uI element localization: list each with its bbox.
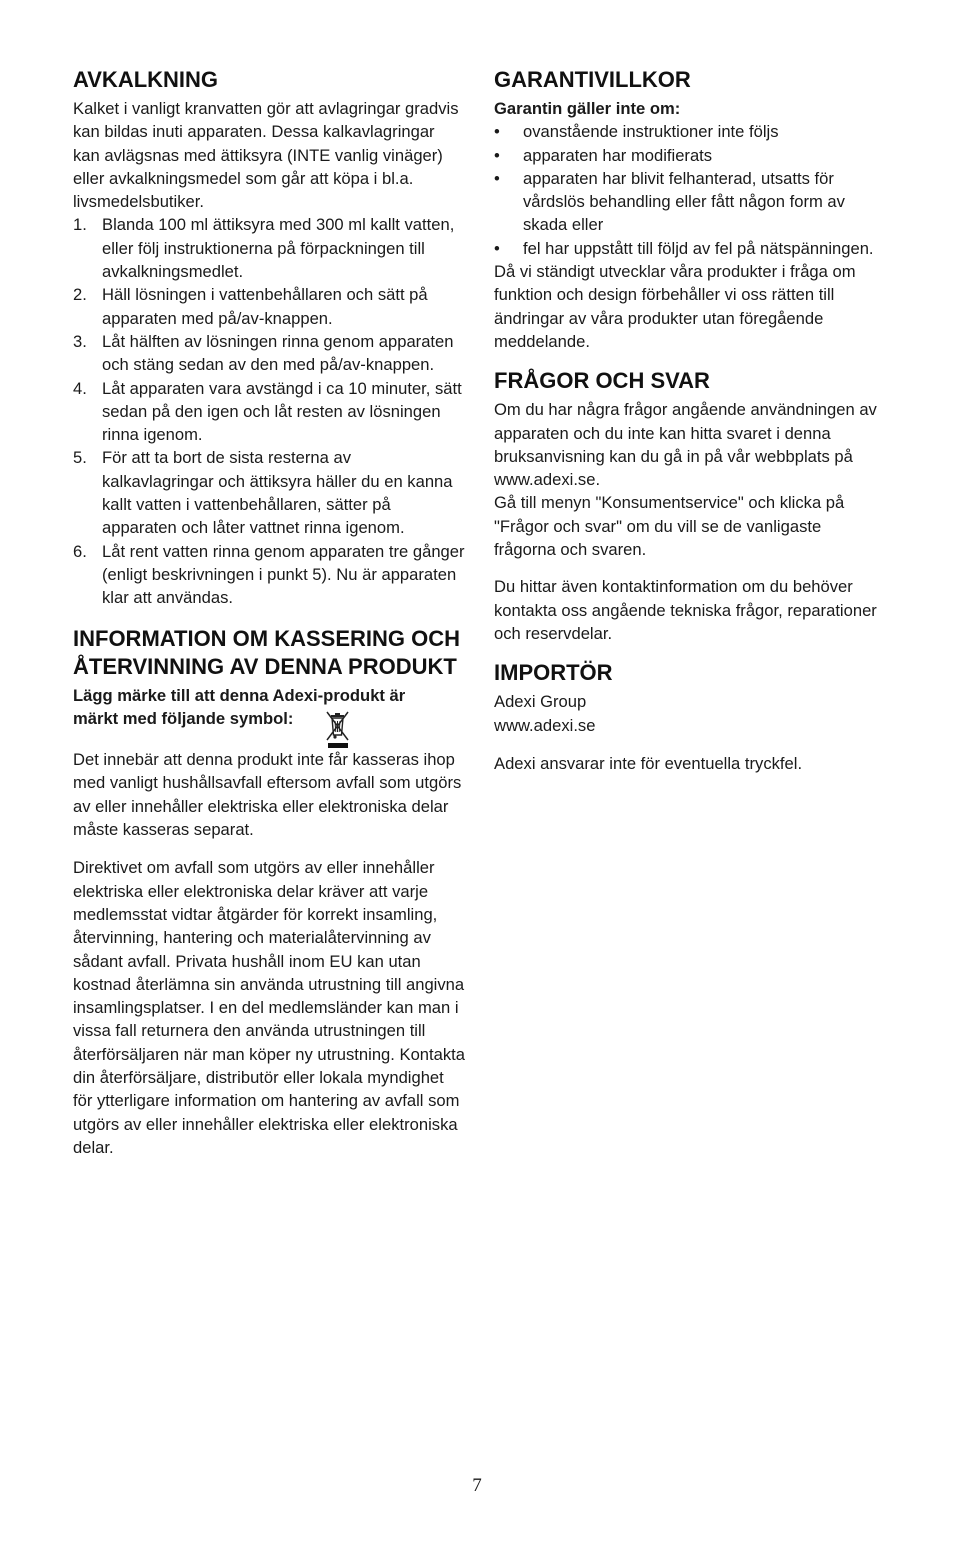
kassering-heading: INFORMATION OM KASSERING OCH ÅTERVINNING AV DENNA PRODUKT [73, 625, 461, 679]
step-text: Blanda 100 ml ättiksyra med 300 ml kallt vatten, eller följ instruktionerna på förpackningen till avkalkningsmedlet. [102, 215, 455, 282]
page-number: 7 [472, 1475, 482, 1496]
step-number: 6. [73, 541, 87, 561]
avkalkning-heading: AVKALKNING [73, 67, 219, 92]
list-item-text: apparaten har modifierats [523, 145, 713, 165]
list-item [494, 167, 886, 237]
fragor-para-2: Gå till menyn "Konsumentservice" och klicka på "Frågor och svar" om du vill se de vanligaste frågorna och svaren. [494, 493, 845, 560]
step-text: För att ta bort de sista resterna av kalkavlagringar och ättiksyra häller du en kanna kallt vatten i vattenbehållaren, sätter på apparaten och låter vattnet rinna igenom. [102, 448, 453, 538]
bullet: • [494, 145, 500, 165]
kassering-para-1: Det innebär att denna produkt inte får kasseras ihop med vanligt hushållsavfall eftersom avfall som utgörs av eller innehåller elektriska eller elektroniska delar måste kasseras separat. [73, 750, 462, 840]
importor-website: www.adexi.se [494, 715, 596, 735]
step-text: Låt apparaten vara avstängd i ca 10 minuter, sätt sedan på den igen och låt resten av lösningen rinna igenom. [102, 378, 462, 445]
step-item [73, 377, 465, 447]
list-item-text: apparaten har blivit felhanterad, utsatts för vårdslös behandling eller fått någon form av skada eller [523, 168, 845, 235]
bullet: • [494, 238, 500, 258]
step-text: Låt rent vatten rinna genom apparaten tre gånger (enligt beskrivningen i punkt 5). Nu är apparaten klar att användas. [102, 541, 465, 608]
kassering-para-2: Direktivet om avfall som utgörs av eller innehåller elektriska eller elektroniska delar kräver att varje medlemsstat vidtar åtgärder för korrekt insamling, återvinning, hantering och materialåtervinning av sådant avfall. Privata hushåll inom EU kan utan kostnad återlämna sin använda utrustning till angivna insamlingsplatser. I en del medlemsländer kan man i vissa fall returnera den använda utrustningen till återförsäljaren när man köper ny utrustning. Kontakta din återförsäljare, distributör eller lokala myndighet för ytterligare information om hantering av avfall som utgörs av eller innehåller elektriska eller elektroniska delar. [73, 858, 466, 1157]
step-item [73, 283, 465, 330]
left-column [73, 66, 465, 1159]
fragor-heading: FRÅGOR OCH SVAR [494, 368, 710, 394]
fragor-para-3: Du hittar även kontaktinformation om du behöver kontakta oss angående tekniska frågor, reparationer och reservdelar. [494, 577, 877, 643]
importor-company: Adexi Group [494, 692, 587, 712]
step-item [73, 213, 465, 283]
crossed-out-wheelie-bin-icon [323, 708, 351, 750]
garanti-subheading: Garantin gäller inte om: [494, 99, 681, 118]
bullet: • [494, 168, 500, 188]
list-item-text: ovanstående instruktioner inte följs [523, 122, 779, 142]
bullet: • [494, 122, 500, 142]
step-text: Låt hälften av lösningen rinna genom apparaten och stäng sedan av den med på/av-knappen. [102, 331, 454, 375]
importor-disclaimer: Adexi ansvarar inte för eventuella tryckfel. [494, 753, 803, 773]
kassering-notice: Lägg märke till att denna Adexi-produkt är märkt med följande symbol: [73, 685, 406, 728]
avkalkning-intro: Kalket i vanligt kranvatten gör att avlagringar gradvis kan bildas inuti apparaten. Dessa kalkavlagringar kan avlägsnas med ättiksyra (INTE vanlig vinäger) eller avkalkningsmedel som går att köpa i bl.a. livsmedelsbutiker. [73, 99, 459, 212]
garanti-heading: GARANTIVILLKOR [494, 67, 691, 92]
avkalkning-steps [73, 213, 465, 609]
step-number: 5. [73, 448, 87, 468]
step-number: 3. [73, 331, 87, 351]
list-item [494, 237, 886, 260]
step-item [73, 540, 465, 610]
step-text: Häll lösningen i vattenbehållaren och sätt på apparaten med på/av-knappen. [102, 285, 428, 328]
importor-heading: IMPORTÖR [494, 660, 613, 686]
list-item [494, 120, 886, 143]
step-item [73, 330, 465, 377]
step-number: 1. [73, 215, 87, 235]
fragor-para-1: Om du har några frågor angående användningen av apparaten och du inte kan hitta svaret i denna bruksanvisning kan du gå in på vår webbplats på www.adexi.se. [494, 400, 877, 490]
garanti-list [494, 120, 886, 260]
symbol-notice [73, 684, 465, 731]
garanti-closing: Då vi ständigt utvecklar våra produkter i fråga om funktion och design förbehåller vi oss rätten till ändringar av våra produkter utan föregående meddelande. [494, 262, 856, 351]
step-number: 4. [73, 378, 87, 398]
list-item [494, 144, 886, 167]
step-number: 2. [73, 285, 87, 305]
list-item-text: fel har uppstått till följd av fel på nätspänningen. [523, 238, 874, 258]
step-item [73, 446, 465, 539]
right-column [494, 66, 886, 775]
